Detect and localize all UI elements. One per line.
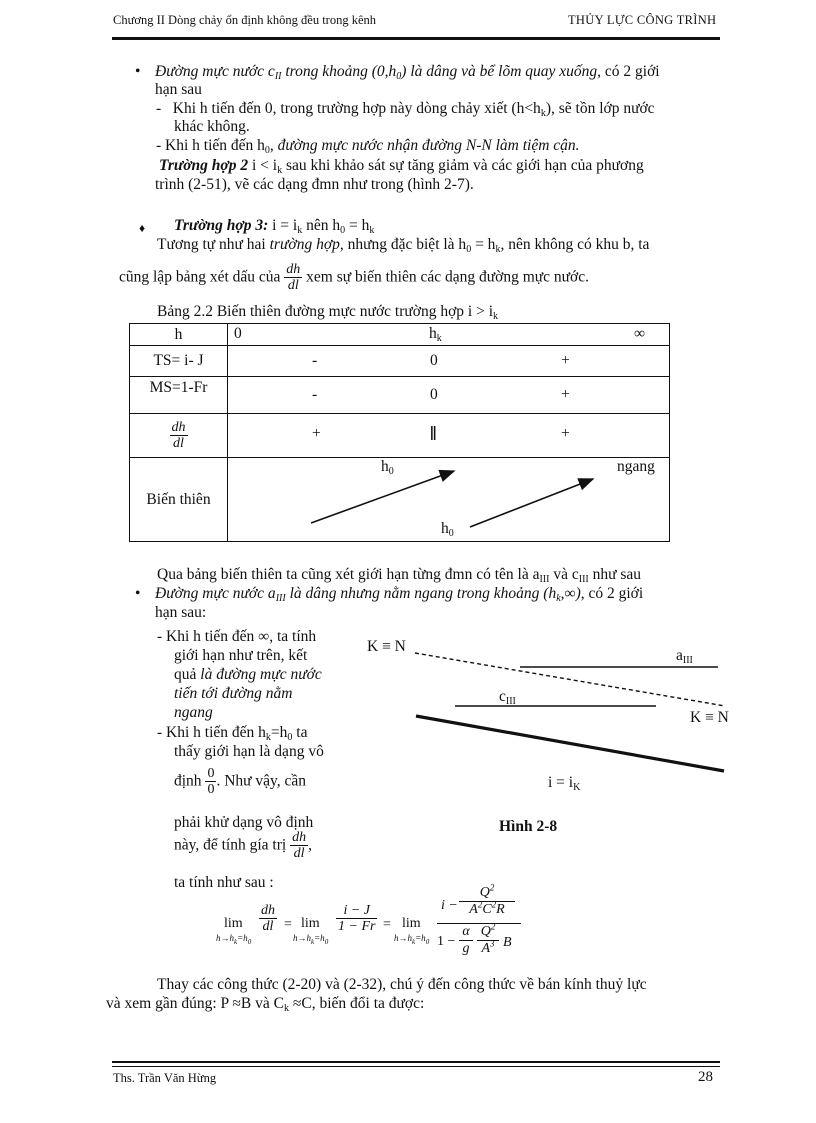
- footer-author: Ths. Trần Văn Hừng: [113, 1071, 217, 1085]
- table-row-ms: [130, 377, 670, 414]
- arrow-right: [470, 479, 593, 527]
- case2-line1: Trường hợp 2 $i < i_k$ sau khi khảo sát sự tăng giảm và các giới hạn của phương: [159, 157, 644, 176]
- eq-2: =: [383, 917, 391, 932]
- big-den-B: B: [503, 935, 512, 950]
- left-col-l11: ta tính như sau :: [174, 874, 274, 891]
- table-row-bienthien: [130, 458, 670, 542]
- fig-kn-right: K ≡ N: [690, 709, 729, 726]
- left-col-l2: giới hạn như trên, kết: [174, 647, 308, 664]
- para2-line2: Đường mực nước $a_{III}$ là dâng nhưng nằm ngang trong khoảng $(h_k,\infty)$, có 2 giới: [155, 585, 644, 604]
- para1-line1: Đường mực nước $c_{II}$ trong khoảng $(0,h_0)$ là dâng và bể lõm quay xuống, có 2 giới: [155, 63, 660, 82]
- formula-i-J-over-1-Fr: $\frac{i - J}{1 - Fr}$: [338, 903, 376, 934]
- ts-zero: 0: [430, 352, 438, 369]
- cell-bienthien-label: Biến thiên: [130, 458, 228, 542]
- diamond-bullet: ♦: [139, 221, 146, 235]
- zero-over-zero: $\frac{0}{0}$: [207, 766, 215, 797]
- case3-line2: Tương tự như hai trường hợp, nhưng đặc biệt là $h_0 = h_k$, nên không có khu b, ta: [157, 236, 650, 255]
- cell-h-label: h: [130, 324, 228, 346]
- ms-minus: -: [312, 386, 318, 403]
- cell-deriv-label: [130, 414, 228, 458]
- para1-item2: - Khi h tiến đến $h_0$, đường mực nước nhận đường N-N làm tiệm cận.: [156, 137, 580, 156]
- ms-zero: 0: [430, 386, 438, 403]
- big-num-frac: $Q^2$ $A^2C^2R$: [459, 885, 515, 918]
- h0-top-label: $h_0$: [381, 458, 394, 477]
- page-number: 28: [698, 1069, 713, 1085]
- big-den-1-minus: 1 −: [437, 934, 456, 949]
- h-k: $h_k$: [429, 325, 442, 344]
- deriv-plus-left: +: [312, 425, 321, 442]
- lim-3: lim: [402, 916, 421, 931]
- case3-line1: Trường hợp 3: $i = i_k$ nên $h_0 = h_k$: [174, 217, 375, 236]
- ts-minus: -: [312, 352, 318, 369]
- left-col-l4: tiến tới đường nằm: [174, 685, 293, 702]
- cell-h-values: [228, 324, 670, 346]
- cell-ms-label: MS=1-Fr: [130, 377, 228, 414]
- h0-bottom-label: $h_0$: [441, 520, 454, 539]
- lim-1-sub: $h\to h_k=h_0$: [216, 933, 252, 946]
- table-caption: Bảng 2.2 Biến thiên đường mực nước trường hợp $i > i_k$: [157, 303, 499, 322]
- arrow-left: [311, 471, 454, 523]
- big-den-Q2-A3: $Q^2$ $A^3$: [477, 924, 499, 957]
- left-col-l3: quả là đường mực nước: [174, 666, 322, 683]
- table-row-deriv: [130, 414, 670, 458]
- lim-1: lim: [224, 916, 243, 931]
- variation-table: [129, 323, 670, 542]
- dh-dl-fraction: $\frac{dh}{dl}$: [286, 262, 301, 293]
- eq-1: =: [284, 917, 292, 932]
- table-row-h: [130, 324, 670, 346]
- channel-bed-line: [416, 716, 724, 771]
- para2-line1: Qua bảng biến thiên ta cũng xét giới hạn từng đmn có tên là $a_{III}$ và $c_{III}$ như sau: [157, 566, 642, 585]
- cell-bienthien-values: [228, 458, 670, 542]
- para3-line2: và xem gần đúng: P ≈B và $C_k \approx C$, biến đổi ta được:: [106, 995, 425, 1014]
- left-col-l8: định $\frac{0}{0}$ . Như vậy, cần: [174, 766, 307, 797]
- cell-ts-label: TS= i- J: [130, 346, 228, 377]
- deriv-fraction: $\frac{dh}{dl}$: [171, 420, 186, 451]
- footer-rule-thick: [112, 1061, 720, 1063]
- fig-kn-left: K ≡ N: [367, 638, 406, 655]
- variation-arrows: [228, 458, 670, 541]
- cell-ms-values: [228, 377, 670, 414]
- para3-line1: Thay các công thức (2-20) và (2-32), chú ý đến công thức về bán kính thuỷ lực: [157, 976, 647, 993]
- para1-item1: - Khi h tiến đến 0, trong trường hợp này dòng chảy xiết $(h<h_k)$, sẽ tồn lớp nước: [156, 100, 655, 119]
- h-infinity: ∞: [634, 325, 646, 342]
- table-row-ts: [130, 346, 670, 377]
- cell-deriv-values: [228, 414, 670, 458]
- header-rule: [112, 37, 720, 40]
- formula-big-fraction: [437, 882, 537, 963]
- left-col-l7: thấy giới hạn là dạng vô: [174, 743, 324, 760]
- fig-i-label: $i = i_K$: [548, 774, 581, 793]
- left-col-l5: ngang: [174, 704, 213, 721]
- footer-rule-thin: [112, 1066, 720, 1067]
- para1-item1-line2: khác không.: [174, 118, 250, 135]
- h-zero: 0: [234, 325, 242, 342]
- cell-ts-values: [228, 346, 670, 377]
- case2-line2: trình (2-51), vẽ các dạng đmn như trong (hình 2-7).: [155, 176, 474, 193]
- lim-3-sub: $h\to h_k=h_0$: [394, 933, 430, 946]
- ms-plus: +: [561, 386, 570, 403]
- left-dh-dl-fraction: $\frac{dh}{dl}$: [292, 830, 307, 861]
- left-col-l9: phải khử dạng vô định: [174, 814, 314, 831]
- ts-plus: +: [561, 352, 570, 369]
- ngang-label: ngang: [617, 458, 655, 475]
- fig-c3-label: $c_{III}$: [499, 688, 516, 707]
- para1-line2: hạn sau: [155, 81, 202, 98]
- figure-caption: Hình 2-8: [499, 818, 558, 835]
- left-col-l6: - Khi h tiến đến $h_k=h_0$ ta: [157, 724, 308, 743]
- limit-formula: [212, 882, 542, 965]
- big-den-alpha-g: α g: [459, 924, 473, 957]
- lim-2-sub: $h\to h_k=h_0$: [293, 933, 329, 946]
- left-col-l10: này, để tính gía trị $\frac{dh}{dl}$ ,: [174, 830, 312, 861]
- running-header-left: Chương II Dòng chảy ổn định không đều trong kênh: [113, 13, 377, 27]
- bullet-cII: •: [135, 63, 141, 80]
- bullet-aIII: •: [135, 585, 141, 602]
- formula-dh-dl: $\frac{dh}{dl}$: [261, 903, 275, 934]
- deriv-double-bar: ‖: [430, 423, 437, 445]
- fig-a3-label: $a_{III}$: [676, 647, 693, 666]
- para2-line3: hạn sau:: [155, 604, 207, 621]
- big-num-i-minus: i −: [441, 898, 458, 913]
- running-header-right: THỦY LỰC CÔNG TRÌNH: [568, 13, 717, 27]
- lim-2: lim: [301, 916, 320, 931]
- left-col-l1: - Khi h tiến đến ∞, ta tính: [157, 628, 317, 645]
- case3-line3: cũng lập bảng xét dấu của $\frac{dh}{dl}$ xem sự biến thiên các dạng đường mực nước.: [119, 262, 590, 293]
- deriv-plus-right: +: [561, 425, 570, 442]
